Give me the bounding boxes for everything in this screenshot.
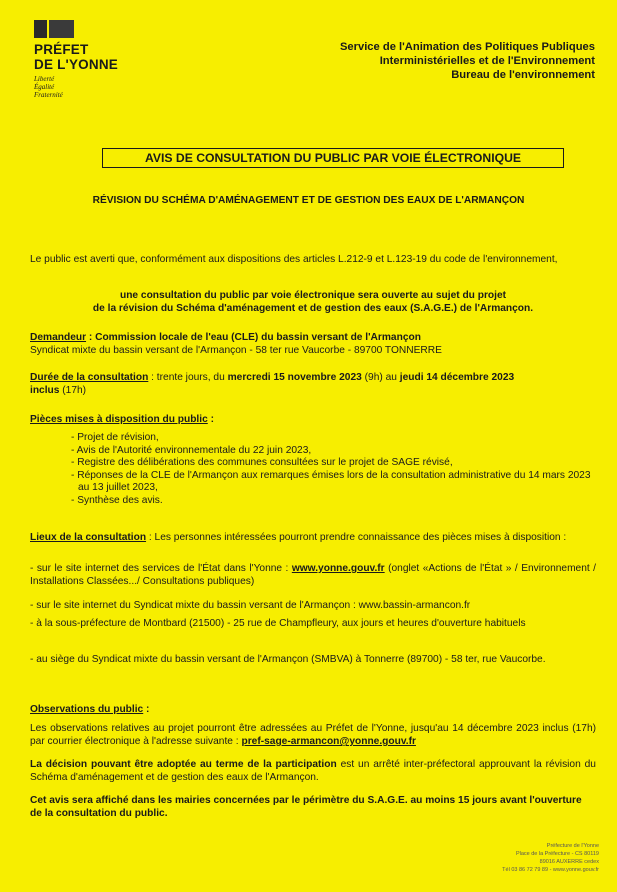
- lieux-section: Lieux de la consultation : Les personnes intéressées pourront prendre connaissance des pièces mises à disposition :: [30, 532, 567, 543]
- marianne-emblem-icon: [34, 20, 74, 38]
- intro-paragraph: Le public est averti que, conformément aux dispositions des articles L.212-9 et L.123-19 du code de l'environnement,: [30, 254, 558, 265]
- notice-title: AVIS DE CONSULTATION DU PUBLIC PAR VOIE ÉLECTRONIQUE: [102, 148, 564, 168]
- lieux-label: Lieux de la consultation: [30, 532, 147, 543]
- pieces-heading: Pièces mises à disposition du public :: [30, 414, 214, 425]
- affichage-paragraph: Cet avis sera affiché dans les mairies concernées par le périmètre du S.A.G.E. au moins 15 jours avant l'ouverture de la consultation du public.: [30, 795, 582, 819]
- duree-section: Durée de la consultation : trente jours, du mercredi 15 novembre 2023 (9h) au jeudi 14 décembre 2023 inclus (17h): [30, 372, 515, 396]
- footer-address: Préfecture de l'Yonne Place de la Préfecture - CS 80119 89016 AUXERRE cedex Tél 03 86 72 79 89 - www.yonne.gouv.fr: [502, 843, 599, 873]
- announcement: une consultation du public par voie électronique sera ouverte au sujet du projet de la révision du Schéma d'aménagement et de gestion des eaux (S.A.G.E.) de l'Armançon.: [92, 290, 534, 314]
- decision-paragraph: La décision pouvant être adoptée au terme de la participation est un arrêté inter-préfectoral approuvant la révision du Schéma d'aménagement et de gestion des eaux de l'Armançon.: [30, 759, 596, 783]
- notice-subtitle: RÉVISION DU SCHÉMA D'AMÉNAGEMENT ET DE GESTION DES EAUX DE L'ARMANÇON: [92, 195, 525, 206]
- lieux-item-website-syndicat: - sur le site internet du Syndicat mixte du bassin versant de l'Armançon : www.bassin-armancon.fr: [30, 600, 471, 611]
- list-item: - Projet de révision,: [71, 432, 159, 443]
- lieux-item-website-state: - sur le site internet des services de l'État dans l'Yonne : www.yonne.gouv.fr (onglet «Actions de l'État » / Environnement / Installations Classées.../ Consultations publiques): [30, 563, 596, 587]
- prefecture-logo: [34, 20, 144, 99]
- observations-text: Les observations relatives au projet pourront être adressées au Préfet de l'Yonne, jusqu'au 14 décembre 2023 inclus (17h) par courrier électronique à l'adresse suivante : pref-sage-armancon@yonne.gouv.fr: [30, 723, 596, 747]
- pieces-list: [68, 432, 598, 507]
- lieux-item-sous-prefecture: - à la sous-préfecture de Montbard (21500) - 25 rue de Champfleury, aux jours et heures d'ouverture habituels: [30, 618, 526, 629]
- list-item: - Registre des délibérations des communes consultées sur le projet de SAGE révisé,: [71, 457, 453, 468]
- demandeur-section: Demandeur : Commission locale de l'eau (CLE) du bassin versant de l'Armançon Syndicat mixte du bassin versant de l'Armançon - 58 ter rue Vaucorbe - 89700 TONNERRE: [30, 331, 596, 357]
- prefet-title: PRÉFET DE L'YONNE: [34, 42, 118, 72]
- list-item: - Synthèse des avis.: [71, 494, 163, 506]
- demandeur-label: Demandeur: [30, 332, 87, 343]
- lieux-item-siege: - au siège du Syndicat mixte du bassin versant de l'Armançon (SMBVA) à Tonnerre (89700) - 58 ter, rue Vaucorbe.: [30, 654, 546, 665]
- duree-label: Durée de la consultation: [30, 372, 149, 383]
- demandeur-address: Syndicat mixte du bassin versant de l'Armançon - 58 ter rue Vaucorbe - 89700 TONNERRE: [30, 345, 442, 356]
- republic-motto: Liberté Égalité Fraternité: [34, 75, 63, 99]
- list-item: - Réponses de la CLE de l'Armançon aux remarques émises lors de la consultation administrative du 14 mars 2023 au 13 juillet 2023,: [71, 469, 591, 493]
- list-item: - Avis de l'Autorité environnementale du 22 juin 2023,: [71, 444, 312, 456]
- observations-heading: Observations du public :: [30, 704, 150, 715]
- email-link[interactable]: pref-sage-armancon@yonne.gouv.fr: [241, 736, 416, 747]
- yonne-website-link[interactable]: www.yonne.gouv.fr: [291, 563, 385, 574]
- service-heading: Service de l'Animation des Politiques Publiques Interministérielles et de l'Environnement Bureau de l'environnement: [339, 41, 595, 81]
